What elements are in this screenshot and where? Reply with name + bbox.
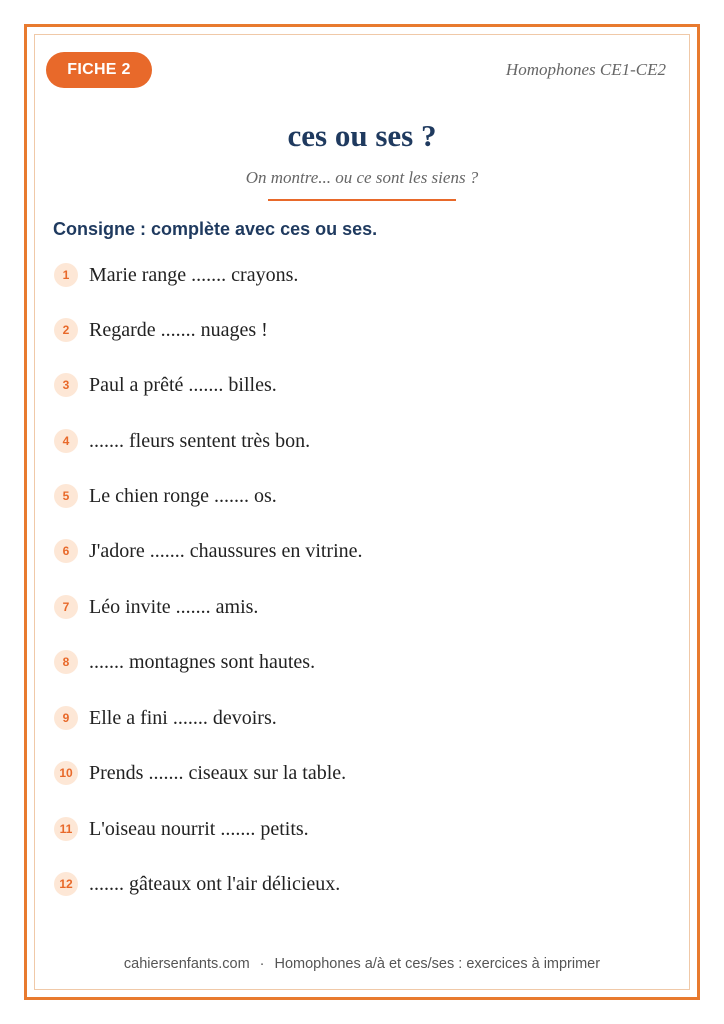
item-number: 9 <box>54 706 78 730</box>
item-sentence: Elle a fini ....... devoirs. <box>89 706 277 729</box>
item-number: 4 <box>54 429 78 453</box>
item-sentence: Marie range ....... crayons. <box>89 263 299 286</box>
exercise-item <box>54 536 363 566</box>
exercise-item <box>54 814 309 844</box>
item-sentence: Regarde ....... nuages ! <box>89 318 268 341</box>
exercise-item <box>54 703 277 733</box>
exercise-item <box>54 758 346 788</box>
exercise-item <box>54 260 298 290</box>
worksheet-badge: FICHE 2 <box>46 52 152 88</box>
item-number: 5 <box>54 484 78 508</box>
item-sentence: Prends ....... ciseaux sur la table. <box>89 761 347 784</box>
item-number: 8 <box>54 650 78 674</box>
exercise-item <box>54 869 340 899</box>
footer <box>0 956 724 972</box>
exercise-item <box>54 426 310 456</box>
item-number: 12 <box>54 872 78 896</box>
item-number: 2 <box>54 318 78 342</box>
item-number: 1 <box>54 263 78 287</box>
exercise-item <box>54 481 277 511</box>
item-number: 7 <box>54 595 78 619</box>
footer-site: cahiersenfants.com <box>123 956 250 972</box>
exercise-item <box>54 315 268 345</box>
item-sentence: Léo invite ....... amis. <box>89 595 259 618</box>
item-number: 10 <box>54 761 78 785</box>
item-sentence: L'oiseau nourrit ....... petits. <box>89 817 309 840</box>
instruction: Consigne : complète avec ces ou ses. <box>53 219 378 239</box>
item-sentence: ....... montagnes sont hautes. <box>89 650 316 673</box>
item-sentence: J'adore ....... chaussures en vitrine. <box>89 539 363 562</box>
page-title: ces ou ses ? <box>287 118 437 153</box>
exercise-item <box>54 370 277 400</box>
item-sentence: Paul a prêté ....... billes. <box>89 373 277 396</box>
item-sentence: Le chien ronge ....... os. <box>89 484 277 507</box>
level-label: Homophones CE1-CE2 <box>505 60 666 79</box>
item-number: 6 <box>54 539 78 563</box>
footer-description: Homophones a/à et ces/ses : exercices à imprimer <box>274 956 601 972</box>
exercise-item <box>54 647 315 677</box>
item-number: 11 <box>54 817 78 841</box>
footer-separator: · <box>259 956 265 972</box>
item-number: 3 <box>54 373 78 397</box>
item-sentence: ....... fleurs sentent très bon. <box>89 429 311 452</box>
title-underline <box>268 199 456 201</box>
exercise-item <box>54 592 258 622</box>
page-subtitle: On montre... ou ce sont les siens ? <box>245 168 479 187</box>
item-sentence: ....... gâteaux ont l'air délicieux. <box>89 872 341 895</box>
